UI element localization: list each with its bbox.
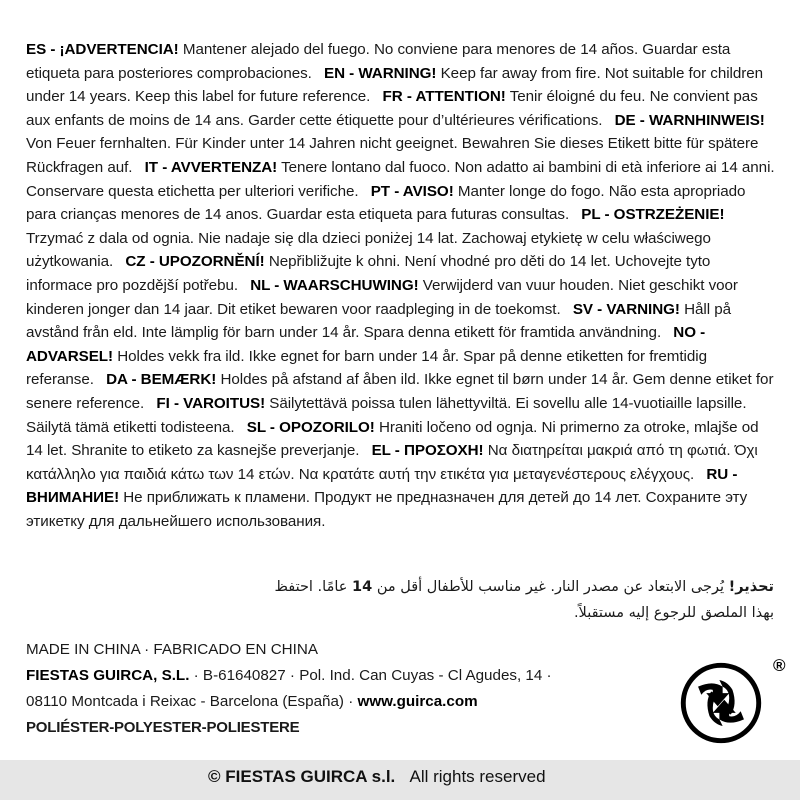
warning-text: Не приближать к пламени. Продукт не предназначен для детей до 14 лет. Сохраните эту этикетку для дальнейшего использования.	[26, 489, 748, 530]
warning-text: Holdes på afstand af åben ild. Ikke egnet til børn under 14 år. Gem denne etiket for senere reference.	[26, 371, 774, 412]
company-name: FIESTAS GUIRCA, S.L.	[26, 667, 190, 684]
company-address-2: 08110 Montcada i Reixac - Barcelona (España) ·	[26, 693, 354, 710]
warning-heading: PL - OSTRZEŻENIE!	[581, 206, 725, 224]
warning-heading: CZ - UPOZORNĚNÍ!	[125, 253, 265, 271]
material-line: POLIÉSTER-POLYESTER-POLIESTERE	[26, 719, 300, 736]
warning-text: Mantener alejado del fuego. No conviene para menores de 14 años. Guardar esta etiqueta para posteriores comprobaciones.	[26, 41, 731, 82]
warning-heading: FR - ATTENTION!	[382, 88, 506, 106]
warning-text: Να διατηρείται μακριά από τη φωτιά. Όχι κατάλληλο για παιδιά κάτω των 14 ετών. Να κρατάτε αυτή την ετικέτα για μεταγενέστερους ελέγχους.	[26, 442, 758, 483]
company-website: www.guirca.com	[357, 693, 478, 710]
warning-text: Manter longe do fogo. Não esta apropriado para crianças menores de 14 anos. Guardar esta etiqueta para futuras consultas.	[26, 182, 746, 224]
warning-heading: RU - ВНИМАНИЕ!	[26, 465, 738, 507]
warning-text: Säilytettävä poissa tulen lähettyviltä. Ei sovellu alle 14-vuotiaille lapsille. Säilytä tämä etiketti todisteena.	[26, 394, 747, 436]
green-dot-recycling-icon	[680, 662, 762, 744]
warning-heading: EL - ΠΡΟΣΟΧΗ!	[371, 442, 484, 460]
warning-text: Trzymać z dala od ognia. Nie nadaje się dla dzieci poniżej 14 lat. Zachowaj etykietę w celu właściwego użytkowania.	[26, 229, 711, 271]
warning-text: Håll på avstånd från eld. Inte lämplig för barn under 14 år. Spara denna etikett för framtida användning.	[26, 300, 732, 342]
footer-rights: All rights reserved	[409, 767, 546, 786]
footer-copyright	[208, 767, 546, 787]
registered-mark: ®	[773, 656, 786, 675]
arabic-warning	[274, 574, 774, 626]
arabic-warning-age: 14	[352, 579, 373, 595]
company-address-1: · B-61640827 · Pol. Ind. Can Cuyas - Cl Agudes, 14 ·	[193, 667, 552, 684]
warning-text: Von Feuer fernhalten. Für Kinder unter 14 Jahren nicht geeignet. Bewahren Sie dieses Etikett bitte für spätere Rückfragen auf.	[26, 135, 759, 176]
warning-heading: FI - VAROITUS!	[156, 394, 266, 412]
made-in-line: MADE IN CHINA · FABRICADO EN CHINA	[26, 641, 318, 658]
company-address-line-1	[26, 663, 626, 689]
company-info	[26, 637, 626, 741]
warning-heading: DE - WARNHINWEIS!	[614, 111, 765, 129]
warning-text: Keep far away from fire. Not suitable for children under 14 years. Keep this label for future reference.	[26, 64, 764, 106]
arabic-warning-text-2: عامًا. احتفظ بهذا الملصق للرجوع إليه مستقبلاً.	[274, 579, 774, 621]
company-address-line-2	[26, 689, 626, 715]
arabic-warning-text: يُرجى الابتعاد عن مصدر النار. غير مناسب للأطفال أقل من	[376, 579, 725, 595]
warning-heading: NL - WAARSCHUWING!	[250, 276, 419, 294]
warning-text: Verwijderd van vuur houden. Niet geschikt voor kinderen jonger dan 14 jaar. Dit etiket bewaren voor raadpleging in de toekomst.	[26, 276, 738, 318]
warning-text: Hraniti ločeno od ognja. Ni primerno za otroke, mlajše od 14 let. Shranite to etiketo za kasnejše preverjanje.	[26, 418, 759, 460]
warning-heading: NO - ADVARSEL!	[26, 324, 706, 365]
warning-text: Tenir éloigné du feu. Ne convient pas aux enfants de moins de 14 ans. Garder cette étiquette pour d’ultérieures vérifications.	[26, 88, 758, 129]
footer-brand: FIESTAS GUIRCA s.l.	[225, 767, 396, 786]
multilingual-warning-text	[26, 38, 776, 533]
warning-heading: SV - VARNING!	[572, 300, 680, 318]
arabic-warning-heading: تحذير!	[728, 579, 774, 595]
warning-text: Tenere lontano dal fuoco. Non adatto ai bambini di età inferiore ai 14 anni. Conservare questa etichetta per ulteriori verifiche.	[26, 158, 775, 200]
warning-text: Holdes vekk fra ild. Ikke egnet for barn under 14 år. Spar på denne etiketten for fremtidig referanse.	[26, 347, 707, 389]
warning-heading: IT - AVVERTENZA!	[144, 158, 278, 176]
warning-heading: EN - WARNING!	[324, 64, 437, 82]
warning-heading: DA - BEMÆRK!	[106, 371, 217, 389]
warning-heading: SL - OPOZORILO!	[246, 418, 375, 436]
warning-text: Nepřibližujte k ohni. Není vhodné pro děti do 14 let. Uchovejte tyto informace pro pozdější potřebu.	[26, 253, 711, 294]
copyright-sign: ©	[208, 767, 221, 786]
warning-heading: ES - ¡ADVERTENCIA!	[26, 41, 179, 58]
warning-heading: PT - AVISO!	[370, 182, 454, 200]
